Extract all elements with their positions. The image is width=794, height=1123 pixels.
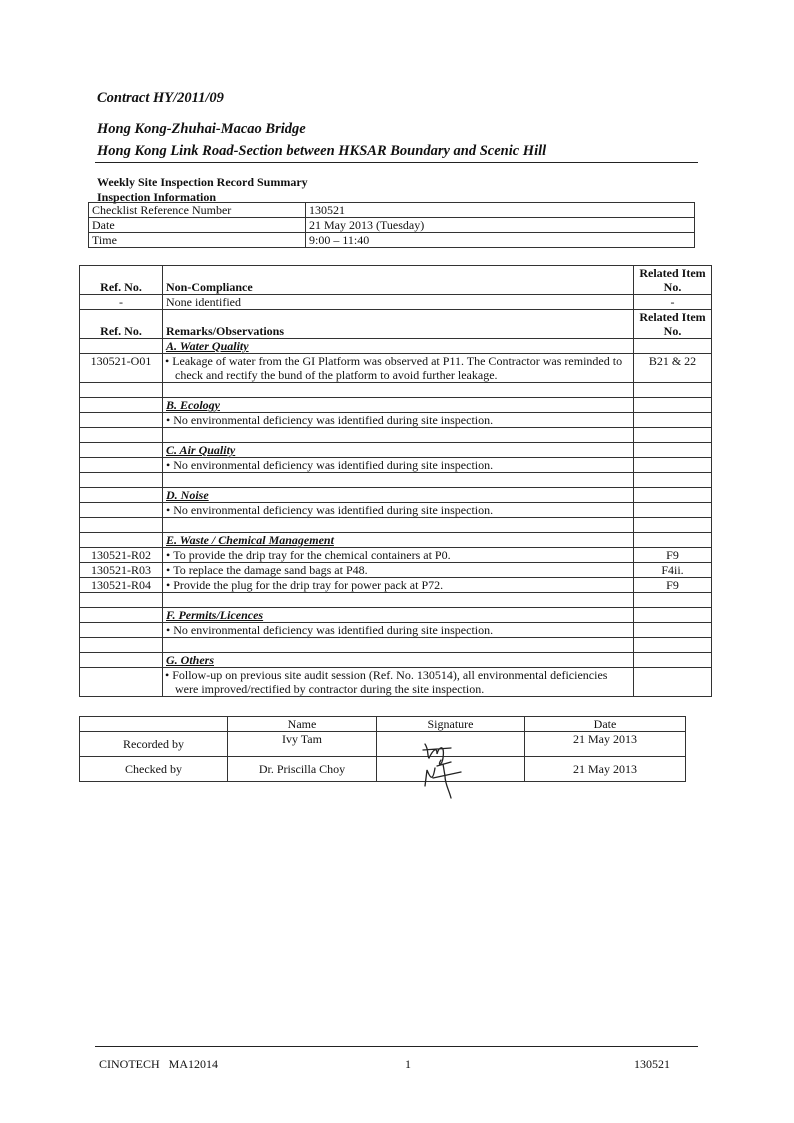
footer-company-ref: CINOTECH MA12014 <box>99 1057 218 1071</box>
nc-text: None identified <box>163 295 634 310</box>
signoff-header-row <box>80 717 686 732</box>
inspection-record-table <box>79 265 712 697</box>
ref-no: 130521-R02 <box>80 548 163 563</box>
section-title-row <box>80 653 712 668</box>
related-header: Related Item No. <box>634 266 712 295</box>
remark-text: • To replace the damage sand bags at P48. <box>163 563 634 578</box>
info-label: Checklist Reference Number <box>89 203 306 218</box>
section-title-ecology: B. Ecology <box>163 398 634 413</box>
footer-doc-ref: 130521 <box>634 1057 670 1071</box>
table-row <box>80 563 712 578</box>
related-item: F9 <box>634 578 712 593</box>
remark-text: • No environmental deficiency was identified during site inspection. <box>163 458 634 473</box>
ref-header: Ref. No. <box>80 310 163 339</box>
section-title-row <box>80 398 712 413</box>
page-number: 1 <box>405 1057 411 1071</box>
inspection-info-table <box>88 202 695 248</box>
table-row <box>80 578 712 593</box>
info-label: Date <box>89 218 306 233</box>
checked-by-label: Checked by <box>80 757 228 782</box>
remark-text: • To provide the drip tray for the chemical containers at P0. <box>163 548 634 563</box>
remark-text: • Provide the plug for the drip tray for power pack at P72. <box>163 578 634 593</box>
section-title-row <box>80 608 712 623</box>
checked-name: Dr. Priscilla Choy <box>228 757 377 782</box>
inspection-info-title: Inspection Information <box>97 190 217 204</box>
section-title-noise: D. Noise <box>163 488 634 503</box>
remark-text: • No environmental deficiency was identified during site inspection. <box>163 623 634 638</box>
ref-no: 130521-R04 <box>80 578 163 593</box>
info-row-date <box>89 218 695 233</box>
section-title-row <box>80 339 712 354</box>
remark-text: • Leakage of water from the GI Platform was observed at P11. The Contractor was reminded to check and rectify the bund of the platform to avoid further leakage. <box>163 354 634 383</box>
section-title-air: C. Air Quality <box>163 443 634 458</box>
table-row <box>80 668 712 697</box>
signature-header: Signature <box>377 717 525 732</box>
section-title-row <box>80 533 712 548</box>
nc-header-row <box>80 266 712 295</box>
info-label: Time <box>89 233 306 248</box>
section-title-row <box>80 443 712 458</box>
signoff-table <box>79 716 686 782</box>
section-title-others: G. Others <box>163 653 634 668</box>
ref-header: Ref. No. <box>80 266 163 295</box>
table-row <box>80 354 712 383</box>
nc-row <box>80 295 712 310</box>
handwritten-signatures <box>415 736 475 804</box>
section-title-row <box>80 488 712 503</box>
project-title-line1: Hong Kong-Zhuhai-Macao Bridge <box>97 121 306 137</box>
recorded-row <box>80 732 686 757</box>
related-item: F9 <box>634 548 712 563</box>
recorded-by-label: Recorded by <box>80 732 228 757</box>
info-value: 130521 <box>306 203 695 218</box>
section-title-waste: E. Waste / Chemical Management <box>163 533 634 548</box>
table-row <box>80 503 712 518</box>
nc-related: - <box>634 295 712 310</box>
section-title-permits: F. Permits/Licences <box>163 608 634 623</box>
project-title-line2: Hong Kong Link Road-Section between HKSAR Boundary and Scenic Hill <box>97 143 547 159</box>
ref-no: 130521-O01 <box>80 354 163 383</box>
ref-no: 130521-R03 <box>80 563 163 578</box>
contract-number: Contract HY/2011/09 <box>97 90 224 106</box>
remark-text: • No environmental deficiency was identified during site inspection. <box>163 503 634 518</box>
name-header: Name <box>228 717 377 732</box>
info-row-time <box>89 233 695 248</box>
date-header: Date <box>525 717 686 732</box>
nc-ref: - <box>80 295 163 310</box>
recorded-date: 21 May 2013 <box>525 732 686 757</box>
section-title-water: A. Water Quality <box>163 339 634 354</box>
table-row <box>80 623 712 638</box>
non-compliance-header: Non-Compliance <box>163 266 634 295</box>
header-rule <box>95 162 698 163</box>
info-row-checklist <box>89 203 695 218</box>
checked-row <box>80 757 686 782</box>
remark-text: • Follow-up on previous site audit session (Ref. No. 130514), all environmental deficiencies were improved/rectified by contractor during the site inspection. <box>163 668 634 697</box>
ro-header-row <box>80 310 712 339</box>
related-item: B21 & 22 <box>634 354 712 383</box>
info-value: 9:00 – 11:40 <box>306 233 695 248</box>
footer-rule <box>95 1046 698 1047</box>
related-item: F4ii. <box>634 563 712 578</box>
remarks-header: Remarks/Observations <box>163 310 634 339</box>
related-header: Related Item No. <box>634 310 712 339</box>
recorded-name: Ivy Tam <box>228 732 377 757</box>
checked-date: 21 May 2013 <box>525 757 686 782</box>
table-row <box>80 458 712 473</box>
info-value: 21 May 2013 (Tuesday) <box>306 218 695 233</box>
summary-title: Weekly Site Inspection Record Summary <box>97 175 308 189</box>
remark-text: • No environmental deficiency was identified during site inspection. <box>163 413 634 428</box>
table-row <box>80 548 712 563</box>
table-row <box>80 413 712 428</box>
